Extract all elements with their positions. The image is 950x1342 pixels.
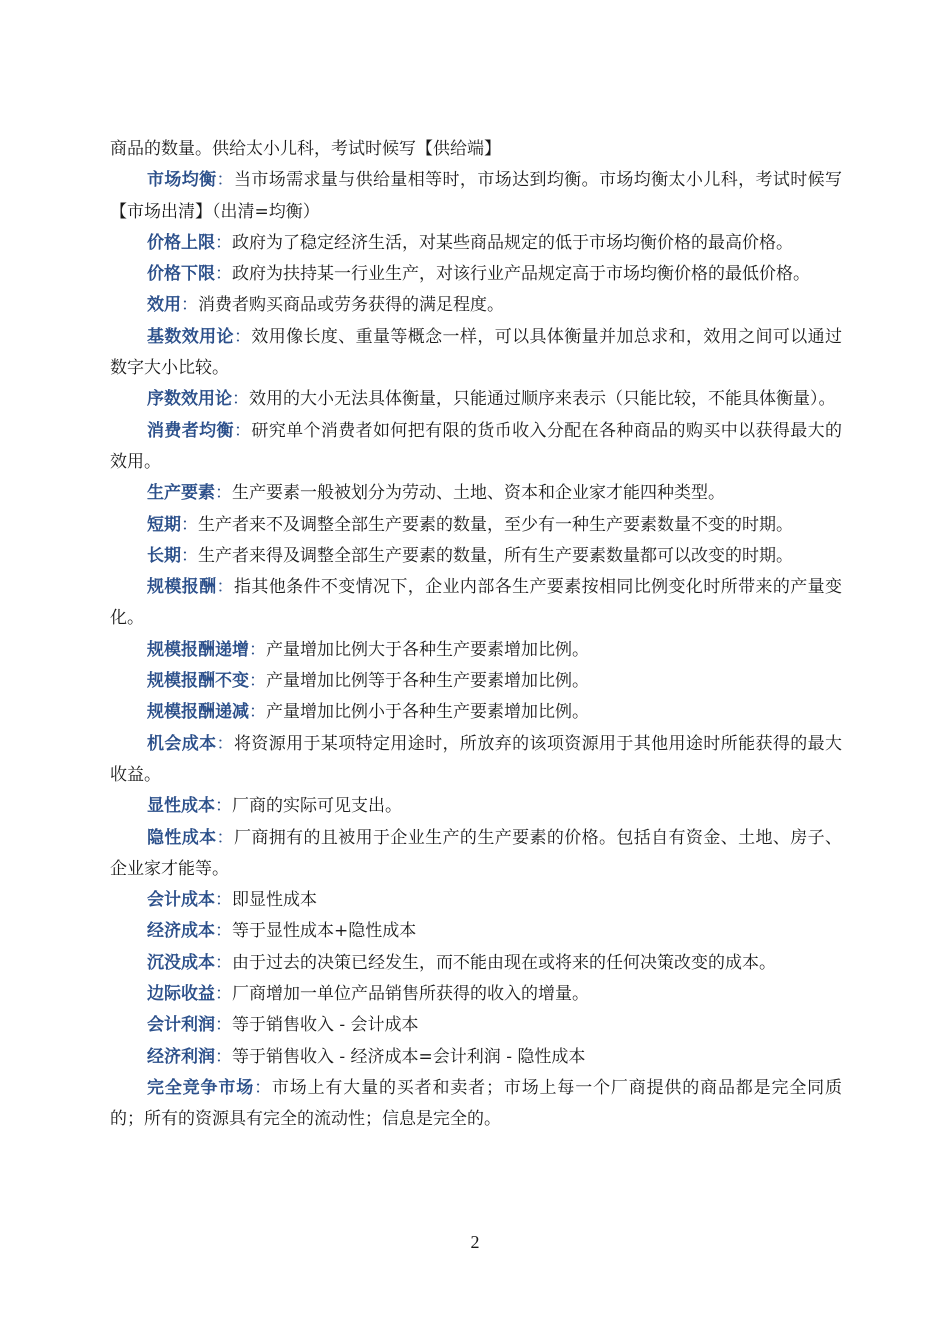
definition-term: 显性成本 (147, 796, 215, 817)
document-body (110, 134, 842, 1136)
definition-text: 等于销售收入 - 会计成本 (232, 1015, 419, 1036)
definition-text: 指其他条件不变情况下，企业内部各生产要素按相同比例变化时所带来的产量变化。 (110, 577, 843, 629)
definition-entry (110, 572, 842, 635)
term-separator: ： (215, 984, 232, 1005)
definition-entry (110, 979, 842, 1010)
definition-term: 规模报酬递减 (147, 702, 249, 723)
definition-term: 完全竞争市场 (147, 1077, 255, 1098)
definition-list (110, 165, 842, 1135)
definition-text: 政府为扶持某一行业生产，对该行业产品规定高于市场均衡价格的最低价格。 (232, 264, 810, 285)
definition-term: 会计利润 (147, 1015, 215, 1036)
definition-text: 由于过去的决策已经发生，而不能由现在或将来的任何决策改变的成本。 (232, 952, 776, 973)
term-separator: ： (254, 1077, 272, 1098)
definition-term: 效用 (147, 295, 181, 316)
definition-entry (110, 791, 842, 822)
definition-entry (110, 1010, 842, 1041)
definition-term: 经济利润 (147, 1046, 215, 1067)
term-separator: ： (232, 389, 249, 410)
definition-entry (110, 384, 842, 415)
definition-term: 序数效用论 (147, 389, 232, 410)
definition-text: 即显性成本 (232, 890, 317, 911)
term-separator: ： (249, 671, 266, 692)
definition-text: 将资源用于某项特定用途时，所放弃的该项资源用于其他用途时所能获得的最大收益。 (110, 733, 843, 785)
term-separator: ： (216, 170, 234, 191)
term-separator: ： (233, 326, 252, 347)
definition-term: 规模报酬递增 (147, 639, 249, 660)
definition-text: 生产者来得及调整全部生产要素的数量，所有生产要素数量都可以改变的时期。 (198, 545, 793, 566)
definition-text: 效用像长度、重量等概念一样，可以具体衡量并加总求和，效用之间可以通过数字大小比较。 (110, 326, 843, 379)
term-separator: ： (215, 483, 232, 504)
definition-text: 产量增加比例等于各种生产要素增加比例。 (266, 671, 589, 692)
definition-text: 消费者购买商品或劳务获得的满足程度。 (198, 295, 504, 316)
definition-term: 市场均衡 (147, 170, 217, 191)
term-separator: ： (215, 1015, 232, 1036)
definition-term: 经济成本 (147, 921, 215, 942)
definition-text: 市场上有大量的买者和卖者；市场上每一个厂商提供的商品都是完全同质的；所有的资源具有完全的流动性；信息是完全的。 (110, 1077, 843, 1130)
definition-text: 产量增加比例大于各种生产要素增加比例。 (266, 639, 589, 660)
definition-term: 消费者均衡 (147, 420, 234, 441)
definition-text: 研究单个消费者如何把有限的货币收入分配在各种商品的购买中以获得最大的效用。 (110, 420, 843, 472)
definition-term: 边际收益 (147, 984, 215, 1005)
definition-text: 生产者来不及调整全部生产要素的数量，至少有一种生产要素数量不变的时期。 (198, 514, 793, 535)
term-separator: ： (181, 514, 198, 535)
definition-term: 隐性成本 (147, 827, 217, 848)
term-separator: ： (216, 827, 234, 848)
term-separator: ： (215, 921, 232, 942)
definition-entry (110, 823, 842, 886)
definition-entry (110, 228, 842, 259)
definition-text: 产量增加比例小于各种生产要素增加比例。 (266, 702, 589, 723)
term-separator: ： (233, 420, 252, 441)
definition-text: 厂商增加一单位产品销售所获得的收入的增量。 (232, 984, 589, 1005)
term-separator: ： (215, 264, 232, 285)
page-number: 2 (470, 1232, 480, 1252)
definition-entry (110, 478, 842, 509)
definition-entry (110, 510, 842, 541)
definition-entry (110, 885, 842, 916)
definition-entry (110, 322, 842, 385)
definition-term: 规模报酬 (147, 577, 217, 598)
definition-entry (110, 541, 842, 572)
definition-term: 规模报酬不变 (147, 671, 249, 692)
definition-text: 当市场需求量与供给量相等时，市场达到均衡。市场均衡太小儿科，考试时候写【市场出清】（出清=均衡） (110, 170, 843, 222)
definition-entry (110, 729, 842, 792)
term-separator: ： (216, 733, 234, 754)
term-separator: ： (215, 890, 232, 911)
definition-entry (110, 666, 842, 697)
term-separator: ： (215, 232, 232, 253)
definition-text: 等于显性成本+隐性成本 (232, 921, 417, 942)
definition-entry (110, 1042, 842, 1073)
definition-term: 长期 (147, 545, 181, 566)
definition-term: 价格上限 (147, 232, 215, 253)
definition-term: 生产要素 (147, 483, 215, 504)
term-separator: ： (249, 702, 266, 723)
definition-entry (110, 635, 842, 666)
definition-entry (110, 916, 842, 947)
term-separator: ： (181, 545, 198, 566)
term-separator: ： (215, 796, 232, 817)
term-separator: ： (249, 639, 266, 660)
term-separator: ： (216, 577, 234, 598)
definition-entry (110, 1073, 842, 1136)
term-separator: ： (181, 295, 198, 316)
definition-text: 效用的大小无法具体衡量，只能通过顺序来表示（只能比较，不能具体衡量）。 (249, 389, 836, 410)
definition-text: 厂商的实际可见支出。 (232, 796, 402, 817)
definition-entry (110, 165, 842, 228)
definition-text: 生产要素一般被划分为劳动、土地、资本和企业家才能四种类型。 (232, 483, 725, 504)
definition-text: 等于销售收入 - 经济成本=会计利润 - 隐性成本 (232, 1046, 586, 1067)
definition-text: 政府为了稳定经济生活，对某些商品规定的低于市场均衡价格的最高价格。 (232, 232, 793, 253)
definition-term: 基数效用论 (147, 326, 234, 347)
definition-term: 短期 (147, 514, 181, 535)
definition-entry (110, 948, 842, 979)
term-separator: ： (215, 1046, 232, 1067)
intro-paragraph: 商品的数量。供给太小儿科，考试时候写【供给端】 (110, 139, 501, 159)
definition-term: 沉没成本 (147, 952, 215, 973)
definition-entry (110, 259, 842, 290)
definition-entry (110, 290, 842, 321)
definition-term: 会计成本 (147, 890, 215, 911)
definition-text: 厂商拥有的且被用于企业生产的生产要素的价格。包括自有资金、土地、房子、企业家才能等。 (110, 827, 843, 879)
definition-term: 价格下限 (147, 264, 215, 285)
term-separator: ： (215, 952, 232, 973)
definition-term: 机会成本 (147, 733, 217, 754)
definition-entry (110, 416, 842, 479)
definition-entry (110, 697, 842, 728)
